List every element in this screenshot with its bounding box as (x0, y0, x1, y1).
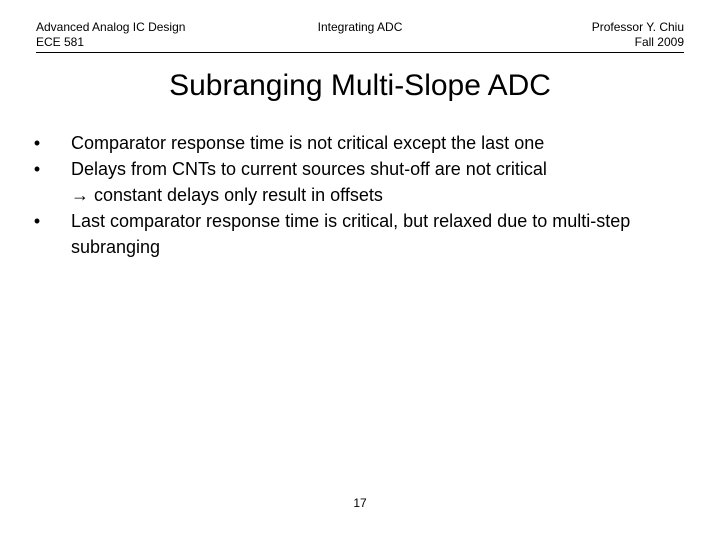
bullet-marker: • (33, 211, 41, 231)
bullet-text: Last comparator response time is critical, but relaxed due to multi-step subranging (71, 211, 631, 257)
bullet-item (30, 208, 670, 260)
lecture-topic: Integrating ADC (317, 20, 403, 34)
slide-title: Subranging Multi-Slope ADC (169, 69, 551, 102)
bullet-item (30, 156, 670, 208)
bullet-text: Comparator response time is not critical except the last one (71, 133, 545, 153)
bullet-item (30, 130, 670, 156)
course-number: ECE 581 (36, 35, 85, 49)
course-title: Advanced Analog IC Design (36, 20, 186, 34)
bullet-marker: • (33, 159, 41, 179)
bullet-text: Delays from CNTs to current sources shut-off are not critical (71, 159, 547, 179)
bullet-marker: • (33, 133, 41, 153)
header-divider (36, 52, 684, 53)
semester: Fall 2009 (634, 35, 684, 49)
instructor-name: Professor Y. Chiu (591, 20, 684, 34)
instructor-info (592, 20, 684, 50)
bullet-continuation: → constant delays only result in offsets (71, 185, 383, 205)
page-number: 17 (353, 496, 367, 510)
bullet-list (30, 130, 670, 260)
